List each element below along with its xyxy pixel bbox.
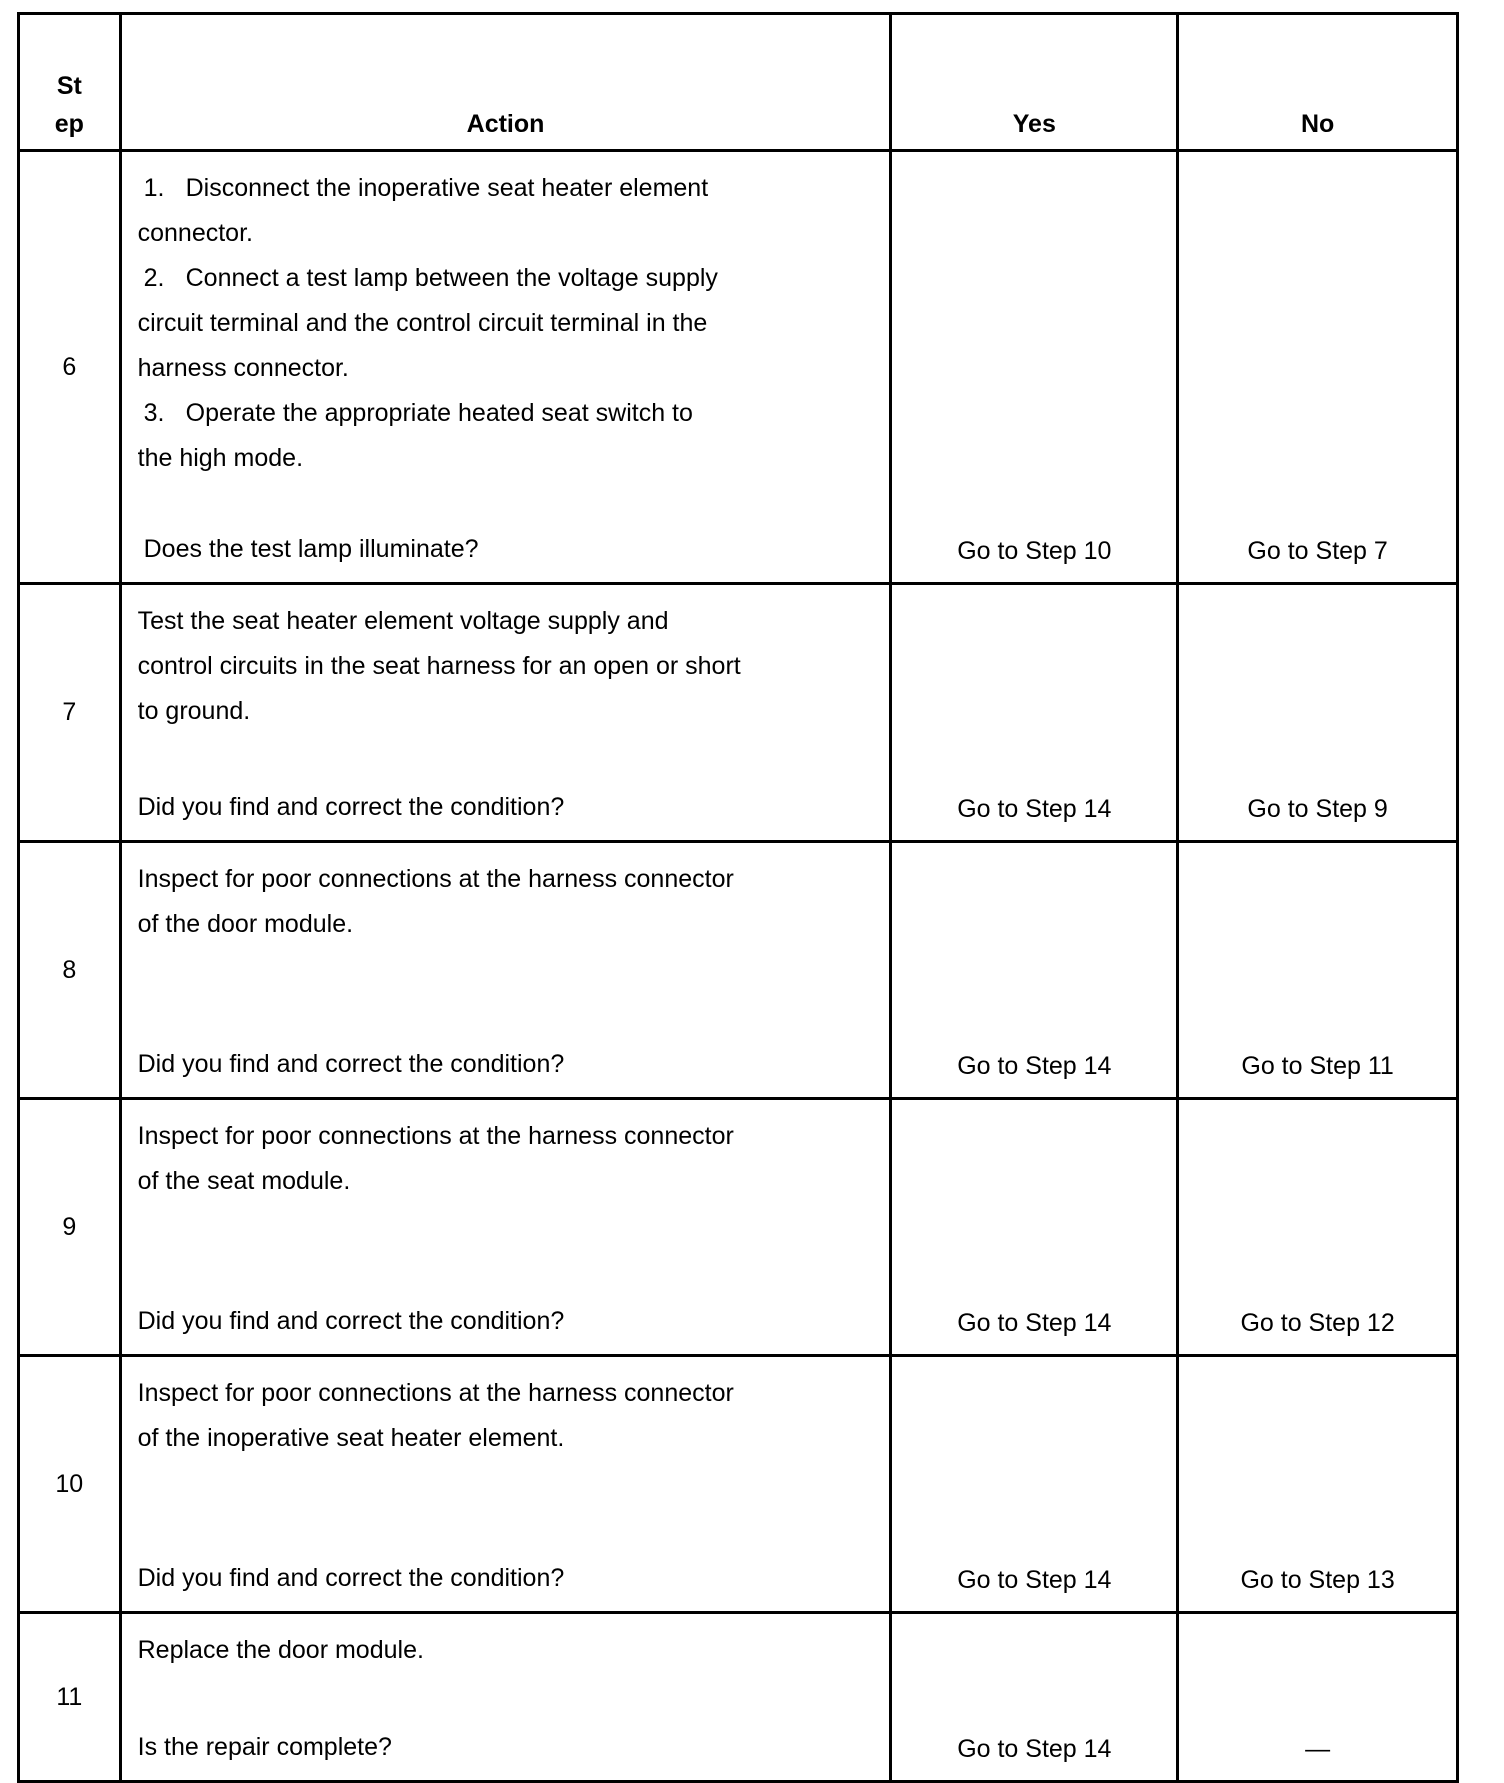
no-cell — [1178, 1613, 1458, 1782]
header-no: No — [1178, 14, 1458, 151]
yes-answer: Go to Step 14 — [957, 1735, 1112, 1763]
yes-answer: Go to Step 14 — [957, 1566, 1112, 1594]
instruction-line: Operate the appropriate heated seat switch to — [185, 399, 693, 427]
instruction-line: of the inoperative seat heater element. — [137, 1424, 565, 1452]
no-answer: Go to Step 12 — [1240, 1309, 1395, 1337]
table-row — [19, 1099, 1458, 1356]
instructions — [122, 152, 890, 481]
instructions — [122, 585, 890, 734]
step-number: 10 — [19, 1356, 121, 1613]
no-cell — [1178, 1356, 1458, 1613]
table-row — [19, 584, 1458, 842]
instruction-line: Disconnect the inoperative seat heater element — [185, 174, 709, 202]
table-row — [19, 151, 1458, 584]
no-answer: — — [1305, 1735, 1331, 1763]
action-cell — [120, 1613, 891, 1782]
yes-cell — [891, 1099, 1178, 1356]
yes-answer: Go to Step 14 — [957, 795, 1112, 823]
no-answer: Go to Step 11 — [1241, 1052, 1394, 1080]
instructions — [122, 1357, 890, 1461]
yes-cell — [891, 1613, 1178, 1782]
step-number: 6 — [19, 151, 121, 584]
action-cell — [120, 1356, 891, 1613]
no-cell — [1178, 584, 1458, 842]
yes-answer: Go to Step 14 — [957, 1309, 1112, 1337]
item-number: 3. — [143, 399, 165, 427]
yes-cell — [891, 1356, 1178, 1613]
header-yes: Yes — [891, 14, 1178, 151]
instruction-line: Test the seat heater element voltage supply and — [137, 607, 669, 635]
instruction-line: of the door module. — [137, 910, 354, 938]
yes-cell — [891, 151, 1178, 584]
instruction-line: connector. — [137, 219, 253, 247]
instruction-line: Inspect for poor connections at the harness connector — [137, 1122, 734, 1150]
header-step-line1: St — [56, 72, 82, 100]
step-number: 7 — [19, 584, 121, 842]
action-cell — [120, 842, 891, 1099]
item-number: 1. — [143, 174, 165, 202]
instructions — [122, 1614, 890, 1673]
table-row — [19, 1613, 1458, 1782]
no-cell — [1178, 842, 1458, 1099]
yes-answer: Go to Step 14 — [957, 1052, 1112, 1080]
yes-cell — [891, 842, 1178, 1099]
no-answer: Go to Step 13 — [1240, 1566, 1395, 1594]
header-step-line2: ep — [54, 110, 84, 138]
header-row — [19, 14, 1458, 151]
instruction-line: control circuits in the seat harness for an open or short — [137, 652, 741, 680]
header-action: Action — [120, 14, 891, 151]
question: Did you find and correct the condition? — [137, 1307, 565, 1335]
instruction-line: of the seat module. — [137, 1167, 351, 1195]
no-cell — [1178, 1099, 1458, 1356]
instruction-line: to ground. — [137, 697, 251, 725]
question: Did you find and correct the condition? — [137, 1050, 565, 1078]
table-row — [19, 842, 1458, 1099]
instructions — [122, 843, 890, 947]
no-answer: Go to Step 9 — [1247, 795, 1388, 823]
header-step — [19, 14, 121, 151]
instruction-item — [138, 391, 870, 436]
instruction-line: Replace the door module. — [137, 1636, 424, 1664]
step-number: 11 — [19, 1613, 121, 1782]
instruction-item — [138, 256, 870, 301]
action-cell — [120, 151, 891, 584]
instruction-line: Connect a test lamp between the voltage supply — [185, 264, 718, 292]
yes-answer: Go to Step 10 — [957, 537, 1112, 565]
instruction-line: circuit terminal and the control circuit terminal in the — [137, 309, 708, 337]
yes-cell — [891, 584, 1178, 842]
instructions — [122, 1100, 890, 1204]
step-number: 8 — [19, 842, 121, 1099]
instruction-item — [138, 166, 870, 211]
diagnostic-table — [17, 12, 1459, 1783]
instruction-line: the high mode. — [137, 444, 304, 472]
question: Is the repair complete? — [137, 1733, 392, 1761]
step-number: 9 — [19, 1099, 121, 1356]
action-cell — [120, 584, 891, 842]
table-row — [19, 1356, 1458, 1613]
question: Did you find and correct the condition? — [137, 793, 565, 821]
instruction-line: Inspect for poor connections at the harness connector — [137, 865, 734, 893]
question: Does the test lamp illuminate? — [143, 535, 479, 563]
instruction-line: Inspect for poor connections at the harness connector — [137, 1379, 734, 1407]
no-cell — [1178, 151, 1458, 584]
instruction-line: harness connector. — [137, 354, 349, 382]
item-number: 2. — [143, 264, 165, 292]
action-cell — [120, 1099, 891, 1356]
no-answer: Go to Step 7 — [1247, 537, 1388, 565]
question: Did you find and correct the condition? — [137, 1564, 565, 1592]
